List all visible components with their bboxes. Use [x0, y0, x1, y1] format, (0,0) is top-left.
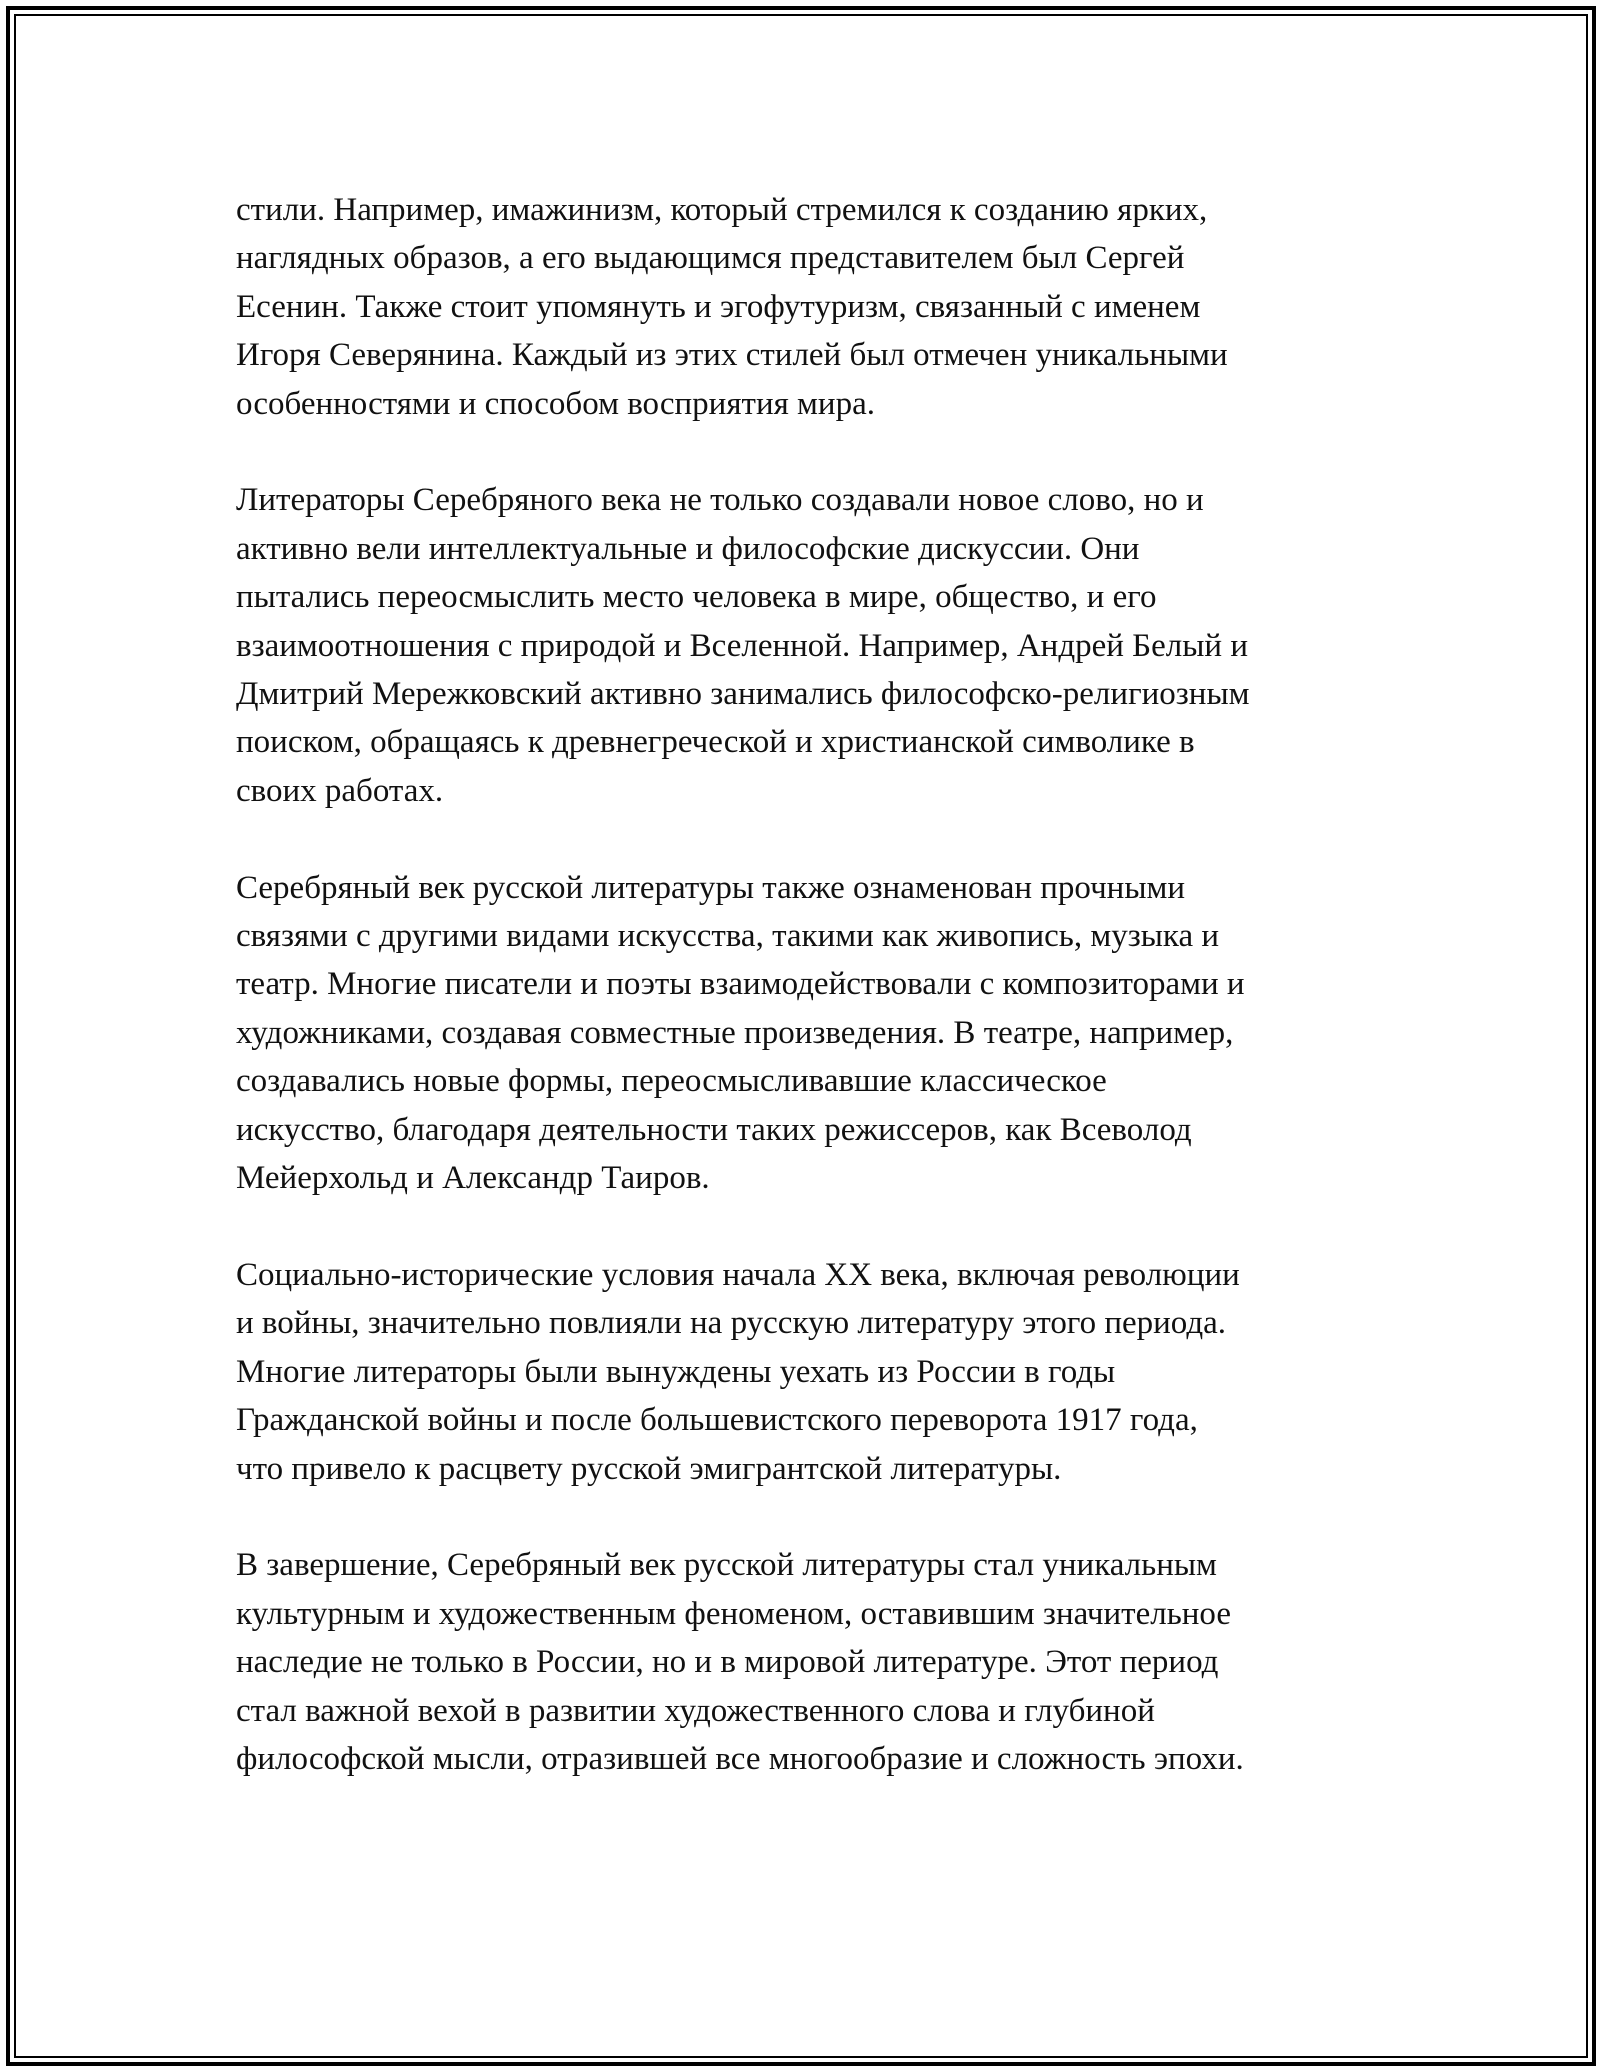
text-line: Гражданской войны и после большевистского переворота 1917 года,	[236, 1402, 1198, 1439]
text-line: Многие литераторы были вынуждены уехать из России в годы	[236, 1353, 1116, 1390]
text-line: взаимоотношения с природой и Вселенной. Например, Андрей Белый и	[236, 627, 1248, 664]
text-line: Есенин. Также стоит упомянуть и эгофутуризм, связанный с именем	[236, 288, 1201, 325]
text-line: наследие не только в России, но и в мировой литературе. Этот период	[236, 1644, 1219, 1681]
text-line: Дмитрий Мережковский активно занимались философско-религиозным	[236, 676, 1250, 713]
text-line: Игоря Северянина. Каждый из этих стилей был отмечен уникальными	[236, 337, 1228, 374]
paragraph-imaginism	[236, 186, 1436, 428]
paragraph-conclusion	[236, 1541, 1436, 1783]
text-line: наглядных образов, а его выдающимся представителем был Сергей	[236, 240, 1185, 277]
text-line: активно вели интеллектуальные и философские дискуссии. Они	[236, 530, 1140, 567]
text-line: Мейерхольд и Александр Таиров.	[236, 1160, 710, 1197]
paragraph-arts	[236, 864, 1436, 1203]
text-line: искусство, благодаря деятельности таких режиссеров, как Всеволод	[236, 1111, 1192, 1148]
text-line: философской мысли, отразившей все многообразие и сложность эпохи.	[236, 1740, 1244, 1777]
text-line: связями с другими видами искусства, такими как живопись, музыка и	[236, 918, 1220, 955]
text-line: и войны, значительно повлияли на русскую литературу этого периода.	[236, 1305, 1227, 1342]
text-line: художниками, создавая совместные произведения. В театре, например,	[236, 1014, 1234, 1051]
text-line: стили. Например, имажинизм, который стремился к созданию ярких,	[236, 192, 1208, 228]
text-line: Серебряный век русской литературы также ознаменован прочными	[236, 869, 1186, 906]
text-line: что привело к расцвету русской эмигрантской литературы.	[236, 1450, 1062, 1487]
text-line: поиском, обращаясь к древнегреческой и христианской символике в	[236, 724, 1195, 761]
text-line: создавались новые формы, переосмысливавшие классическое	[236, 1063, 1107, 1100]
text-line: В завершение, Серебряный век русской литературы стал уникальным	[236, 1547, 1217, 1584]
text-line: Литераторы Серебряного века не только создавали новое слово, но и	[236, 482, 1204, 519]
text-line: театр. Многие писатели и поэты взаимодействовали с композиторами и	[236, 966, 1245, 1003]
text-line: пытались переосмыслить место человека в мире, общество, и его	[236, 579, 1157, 616]
paragraph-philosophy	[236, 476, 1436, 815]
document-body	[236, 186, 1436, 1832]
text-line: особенностями и способом восприятия мира.	[236, 385, 875, 422]
paragraph-history	[236, 1251, 1436, 1493]
text-line: стал важной вехой в развитии художественного слова и глубиной	[236, 1692, 1155, 1729]
text-line: своих работах.	[236, 772, 444, 809]
text-line: культурным и художественным феноменом, оставившим значительное	[236, 1595, 1231, 1632]
text-line: Социально-исторические условия начала XX века, включая революции	[236, 1256, 1240, 1293]
